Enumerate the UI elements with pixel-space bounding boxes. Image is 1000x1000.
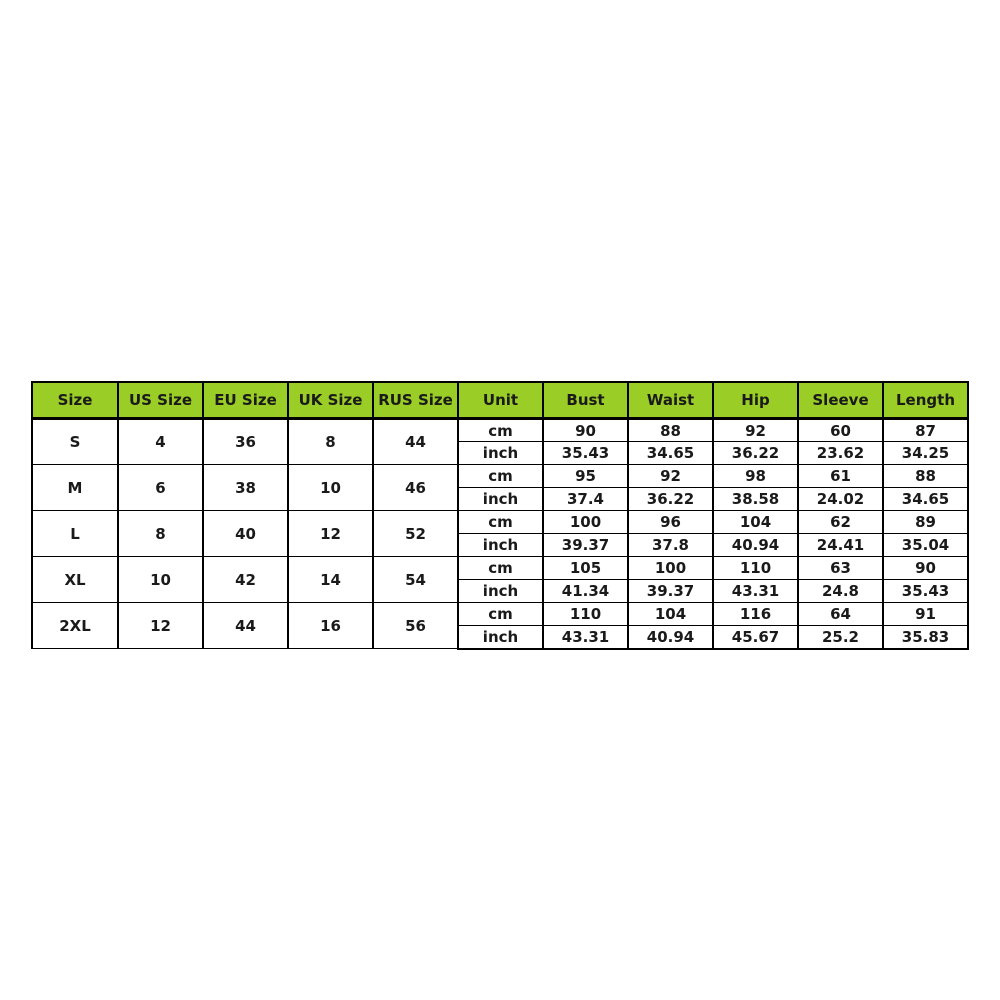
header-cell-bust: Bust [543, 382, 628, 419]
bust-inch-cell: 39.37 [543, 534, 628, 557]
waist-inch-cell: 37.8 [628, 534, 713, 557]
hip-inch-cell: 36.22 [713, 442, 798, 465]
us-size-cell: 10 [118, 557, 203, 603]
sleeve-cm-cell: 63 [798, 557, 883, 580]
header-cell-us-size: US Size [118, 382, 203, 419]
hip-cm-cell: 104 [713, 511, 798, 534]
size-cell: S [32, 419, 118, 465]
length-inch-cell: 34.25 [883, 442, 968, 465]
length-cm-cell: 89 [883, 511, 968, 534]
header-cell-hip: Hip [713, 382, 798, 419]
header-cell-eu-size: EU Size [203, 382, 288, 419]
hip-inch-cell: 43.31 [713, 580, 798, 603]
sleeve-cm-cell: 64 [798, 603, 883, 626]
table-row [32, 603, 968, 626]
hip-inch-cell: 38.58 [713, 488, 798, 511]
unit-label-cell: cm [458, 557, 543, 580]
sleeve-cm-cell: 62 [798, 511, 883, 534]
size-cell: L [32, 511, 118, 557]
bust-cm-cell: 100 [543, 511, 628, 534]
bust-inch-cell: 43.31 [543, 626, 628, 649]
rus-size-cell: 54 [373, 557, 458, 603]
hip-cm-cell: 92 [713, 419, 798, 442]
hip-inch-cell: 45.67 [713, 626, 798, 649]
waist-cm-cell: 92 [628, 465, 713, 488]
bust-cm-cell: 105 [543, 557, 628, 580]
sleeve-cm-cell: 60 [798, 419, 883, 442]
us-size-cell: 4 [118, 419, 203, 465]
bust-cm-cell: 95 [543, 465, 628, 488]
length-cm-cell: 88 [883, 465, 968, 488]
length-inch-cell: 34.65 [883, 488, 968, 511]
us-size-cell: 6 [118, 465, 203, 511]
header-cell-size: Size [32, 382, 118, 419]
sleeve-cm-cell: 61 [798, 465, 883, 488]
eu-size-cell: 36 [203, 419, 288, 465]
header-cell-sleeve: Sleeve [798, 382, 883, 419]
sleeve-inch-cell: 23.62 [798, 442, 883, 465]
size-cell: 2XL [32, 603, 118, 649]
hip-cm-cell: 110 [713, 557, 798, 580]
waist-cm-cell: 88 [628, 419, 713, 442]
unit-label-cell: inch [458, 534, 543, 557]
length-inch-cell: 35.83 [883, 626, 968, 649]
uk-size-cell: 16 [288, 603, 373, 649]
unit-label-cell: inch [458, 580, 543, 603]
rus-size-cell: 46 [373, 465, 458, 511]
size-chart-body [32, 419, 968, 649]
size-chart-header [32, 382, 968, 419]
bust-inch-cell: 35.43 [543, 442, 628, 465]
hip-cm-cell: 98 [713, 465, 798, 488]
bust-inch-cell: 41.34 [543, 580, 628, 603]
size-chart [31, 381, 969, 650]
rus-size-cell: 44 [373, 419, 458, 465]
bust-cm-cell: 90 [543, 419, 628, 442]
waist-cm-cell: 104 [628, 603, 713, 626]
table-row [32, 419, 968, 442]
length-inch-cell: 35.43 [883, 580, 968, 603]
header-cell-length: Length [883, 382, 968, 419]
sleeve-inch-cell: 24.8 [798, 580, 883, 603]
sleeve-inch-cell: 24.41 [798, 534, 883, 557]
unit-label-cell: cm [458, 603, 543, 626]
table-row [32, 465, 968, 488]
waist-cm-cell: 96 [628, 511, 713, 534]
table-row [32, 557, 968, 580]
sleeve-inch-cell: 25.2 [798, 626, 883, 649]
eu-size-cell: 40 [203, 511, 288, 557]
us-size-cell: 12 [118, 603, 203, 649]
header-cell-rus-size: RUS Size [373, 382, 458, 419]
hip-inch-cell: 40.94 [713, 534, 798, 557]
waist-cm-cell: 100 [628, 557, 713, 580]
eu-size-cell: 44 [203, 603, 288, 649]
header-cell-waist: Waist [628, 382, 713, 419]
length-cm-cell: 91 [883, 603, 968, 626]
uk-size-cell: 10 [288, 465, 373, 511]
header-cell-unit: Unit [458, 382, 543, 419]
eu-size-cell: 42 [203, 557, 288, 603]
size-cell: XL [32, 557, 118, 603]
waist-inch-cell: 39.37 [628, 580, 713, 603]
bust-cm-cell: 110 [543, 603, 628, 626]
rus-size-cell: 52 [373, 511, 458, 557]
unit-label-cell: inch [458, 626, 543, 649]
waist-inch-cell: 40.94 [628, 626, 713, 649]
unit-label-cell: inch [458, 488, 543, 511]
eu-size-cell: 38 [203, 465, 288, 511]
length-inch-cell: 35.04 [883, 534, 968, 557]
table-row [32, 511, 968, 534]
uk-size-cell: 14 [288, 557, 373, 603]
length-cm-cell: 90 [883, 557, 968, 580]
waist-inch-cell: 34.65 [628, 442, 713, 465]
header-row [32, 382, 968, 419]
size-chart-table [31, 381, 969, 650]
unit-label-cell: cm [458, 465, 543, 488]
size-cell: M [32, 465, 118, 511]
uk-size-cell: 8 [288, 419, 373, 465]
sleeve-inch-cell: 24.02 [798, 488, 883, 511]
hip-cm-cell: 116 [713, 603, 798, 626]
waist-inch-cell: 36.22 [628, 488, 713, 511]
bust-inch-cell: 37.4 [543, 488, 628, 511]
unit-label-cell: cm [458, 419, 543, 442]
rus-size-cell: 56 [373, 603, 458, 649]
unit-label-cell: inch [458, 442, 543, 465]
uk-size-cell: 12 [288, 511, 373, 557]
us-size-cell: 8 [118, 511, 203, 557]
length-cm-cell: 87 [883, 419, 968, 442]
unit-label-cell: cm [458, 511, 543, 534]
header-cell-uk-size: UK Size [288, 382, 373, 419]
